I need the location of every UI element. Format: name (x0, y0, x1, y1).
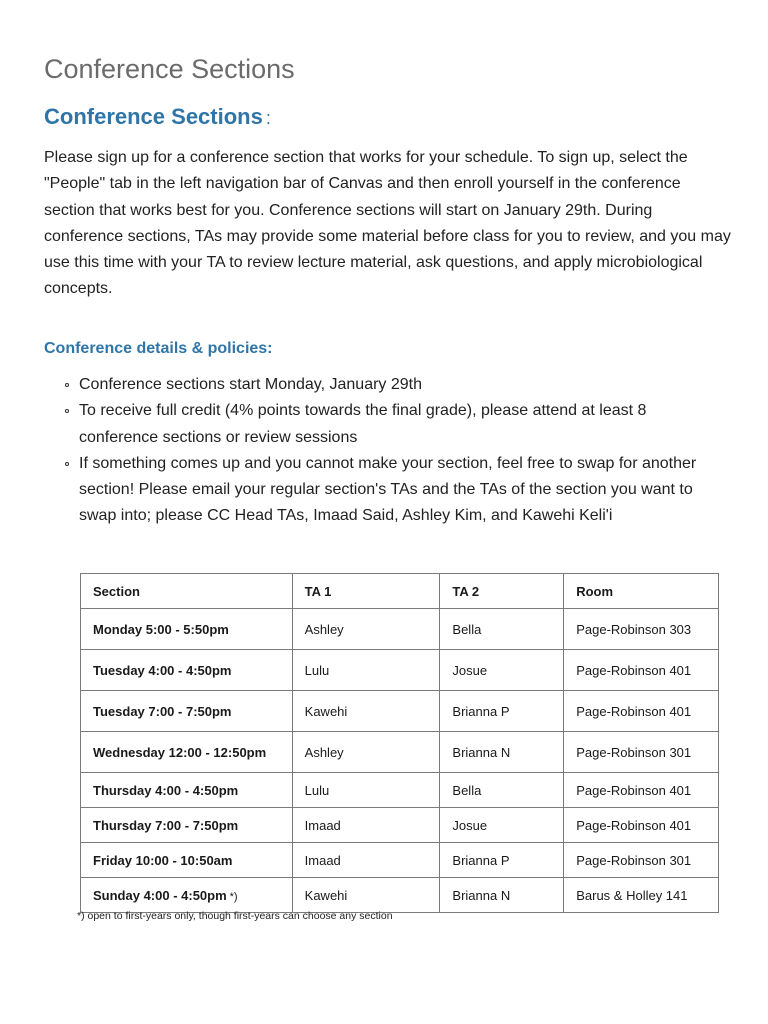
list-item (44, 398, 724, 451)
section-heading-colon: : (265, 108, 271, 128)
section-time: Tuesday 4:00 - 4:50pm (93, 662, 232, 678)
table-row (81, 773, 719, 808)
room-cell: Barus & Holley 141 (564, 878, 719, 913)
section-cell (81, 808, 293, 843)
header-section: Section (81, 574, 293, 609)
ta2-cell: Brianna N (440, 732, 564, 773)
room-cell: Page-Robinson 401 (564, 650, 719, 691)
table-row (81, 808, 719, 843)
intro-paragraph: Please sign up for a conference section that works for your schedule. To sign up, select the "People" tab in the left navigation bar of Canvas and then enroll yourself in the conference section that works best for you. Conference sections will start on January 29th. During conference sections, TAs may provide some material before class for you to review, and you may use this time with your TA to review lecture material, ask questions, and apply microbiological concepts. (44, 149, 731, 298)
ta2-cell: Brianna P (440, 691, 564, 732)
list-item (44, 372, 724, 398)
section-cell (81, 878, 293, 913)
table-row (81, 609, 719, 650)
bullet-icon (65, 462, 69, 466)
footnote-marker: *) (229, 890, 238, 903)
policy-text: Conference sections start Monday, January 29th (79, 376, 422, 393)
room-cell: Page-Robinson 401 (564, 691, 719, 732)
ta1-cell: Lulu (292, 773, 440, 808)
sections-table (80, 573, 719, 913)
table-row (81, 843, 719, 878)
room-cell: Page-Robinson 401 (564, 808, 719, 843)
ta1-cell: Kawehi (292, 691, 440, 732)
header-ta1: TA 1 (292, 574, 440, 609)
room-cell: Page-Robinson 303 (564, 609, 719, 650)
ta1-cell: Kawehi (292, 878, 440, 913)
section-heading-text: Conference Sections (44, 104, 263, 129)
header-room: Room (564, 574, 719, 609)
section-cell (81, 732, 293, 773)
section-time: Monday 5:00 - 5:50pm (93, 621, 229, 637)
section-cell (81, 773, 293, 808)
ta2-cell: Bella (440, 773, 564, 808)
table-row (81, 732, 719, 773)
table-header-row (81, 574, 719, 609)
page-title: Conference Sections (44, 54, 295, 84)
section-heading (44, 104, 271, 130)
ta2-cell: Brianna P (440, 843, 564, 878)
room-cell: Page-Robinson 401 (564, 773, 719, 808)
table-row (81, 691, 719, 732)
section-cell (81, 609, 293, 650)
section-cell (81, 843, 293, 878)
table-row (81, 878, 719, 913)
ta1-cell: Lulu (292, 650, 440, 691)
section-time: Wednesday 12:00 - 12:50pm (93, 744, 267, 760)
section-time: Thursday 4:00 - 4:50pm (93, 782, 239, 798)
ta2-cell: Bella (440, 609, 564, 650)
policy-list (44, 372, 724, 530)
ta1-cell: Imaad (292, 843, 440, 878)
section-time: Thursday 7:00 - 7:50pm (93, 817, 239, 833)
ta2-cell: Josue (440, 650, 564, 691)
header-ta2: TA 2 (440, 574, 564, 609)
section-time: Sunday 4:00 - 4:50pm (93, 887, 227, 903)
bullet-icon (65, 409, 69, 413)
section-time: Tuesday 7:00 - 7:50pm (93, 703, 232, 719)
ta1-cell: Imaad (292, 808, 440, 843)
table-row (81, 650, 719, 691)
policies-heading: Conference details & policies: (44, 340, 273, 357)
policy-text: To receive full credit (4% points towards the final grade), please attend at least 8 conference sections or review sessions (79, 402, 647, 446)
section-cell (81, 691, 293, 732)
ta2-cell: Josue (440, 808, 564, 843)
policy-text: If something comes up and you cannot make your section, feel free to swap for another section! Please email your regular section's TAs and the TAs of the section you want to swap into; please CC Head TAs, Imaad Said, Ashley Kim, and Kawehi Keli'i (79, 454, 697, 525)
table-footnote: *) open to first-years only, though first-years can choose any section (77, 910, 393, 922)
section-time: Friday 10:00 - 10:50am (93, 852, 233, 868)
room-cell: Page-Robinson 301 (564, 843, 719, 878)
room-cell: Page-Robinson 301 (564, 732, 719, 773)
list-item (44, 451, 724, 530)
ta2-cell: Brianna N (440, 878, 564, 913)
bullet-icon (65, 383, 69, 387)
section-cell (81, 650, 293, 691)
ta1-cell: Ashley (292, 732, 440, 773)
ta1-cell: Ashley (292, 609, 440, 650)
